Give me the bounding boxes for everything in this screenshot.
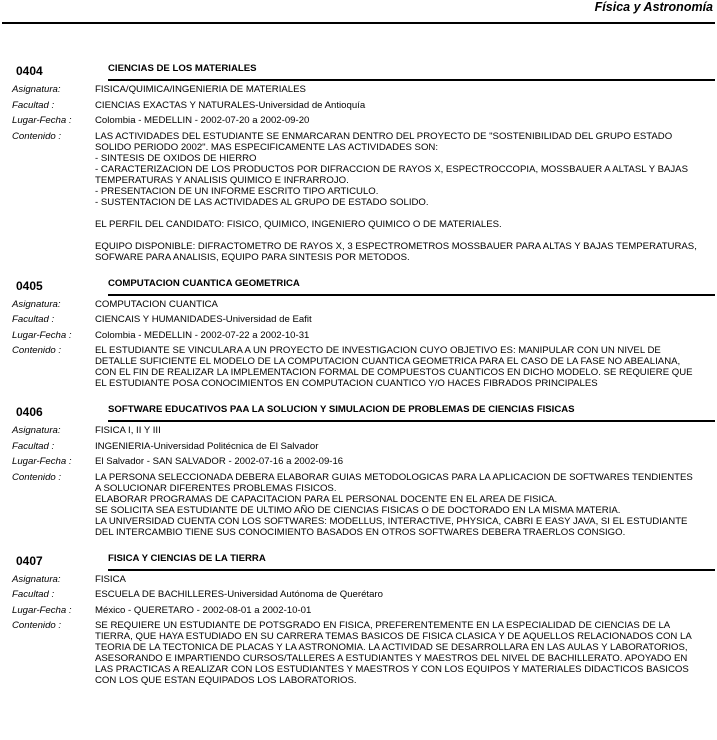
value-facultad: CIENCAIS Y HUMANIDADES-Universidad de Eafit [95,314,312,325]
entry-code: 0406 [16,405,43,419]
entry-0405 [0,275,717,390]
value-contenido: EL ESTUDIANTE SE VINCULARA A UN PROYECTO DE INVESTIGACION CUYO OBJETIVO ES: MANIPULAR CON UN NIVEL DE DETALLE SUFICIENTE EL MODELO DE LA COMPUTACION CUANTICA GEOMETRICA PARA EL CASO DE LA FASE NO ABEALIANA, CON EL FIN DE REALIZAR LA IMPLEMENTACION FORMAL DE COMPUESTOS CUANTICOS EN DICHO MODELO. SE REQUIERE QUE EL ESTUDIANTE POSA CONOCIMIENTOS EN COMPUTACION CUANTICO Y/O HACES FIBRADOS PRINCIPALES [95,345,693,389]
entry-0404 [0,60,717,263]
label-contenido: Contenido : [12,345,62,356]
value-lugar-fecha: Colombia - MEDELLIN - 2002-07-22 a 2002-10-31 [95,329,310,341]
value-asignatura: FISICA/QUIMICA/INGENIERIA DE MATERIALES [95,84,306,95]
label-lugar-fecha: Lugar-Fecha : [12,115,72,126]
page-title: Física y Astronomía [594,0,713,14]
entry-code: 0405 [16,278,43,293]
row-contenido [0,131,717,263]
row-facultad [0,100,717,116]
row-facultad [0,589,717,605]
label-facultad: Facultad : [12,440,55,452]
row-contenido [0,472,717,538]
value-asignatura: FISICA I, II Y III [95,425,161,436]
row-lugar-fecha [0,456,717,472]
entries-list [0,60,717,698]
entry-code: 0407 [16,553,43,568]
entry-rule [108,569,715,571]
entry-0407 [0,550,717,687]
row-lugar-fecha [0,330,717,346]
entry-title: COMPUTACION CUANTICA GEOMETRICA [108,277,300,289]
row-facultad [0,314,717,330]
entry-rule [108,294,715,296]
entry-header [0,401,717,425]
value-lugar-fecha: El Salvador - SAN SALVADOR - 2002-07-16 a 2002-09-16 [95,456,344,467]
row-contenido [0,345,717,389]
label-lugar-fecha: Lugar-Fecha : [12,329,72,341]
entry-rule [108,420,715,422]
value-contenido: LAS ACTIVIDADES DEL ESTUDIANTE SE ENMARCARAN DENTRO DEL PROYECTO DE "SOSTENIBILIDAD DEL GRUPO ESTADO SOLIDO PERIODO 2002". MAS ESPECIFICAMENTE LAS ACTIVIDADES SON: - SINTESIS DE OXIDOS DE HIERRO - CARACTERIZACION DE LOS PRODUCTOS POR DIFRACCION DE RAYOS X, ESPECTROCCOPIA, MOSSBAUER A ALTASL Y BAJAS TEMPERATURAS Y ANALISIS QUIMICO E INFRARROJO. - PRESENTACION DE UN INFORME ESCRITO TIPO ARTICULO. - SUSTENTACION DE LAS ACTIVIDADES AL GRUPO DE ESTADO SOLIDO. EL PERFIL DEL CANDIDATO: FISICO, QUIMICO, INGENIERO QUIMICO O DE MATERIALES. EQUIPO DISPONIBLE: DIFRACTOMETRO DE RAYOS X, 3 ESPECTROMETROS MOSSBAUER PARA ALTAS Y BAJAS TEMPERATURAS, SOFWARE PARA ANALISIS, EQUIPO PARA SINTESIS POR METODOS. [95,130,697,263]
entry-title: CIENCIAS DE LOS MATERIALES [108,63,257,74]
label-contenido: Contenido : [12,130,62,142]
label-facultad: Facultad : [12,314,55,325]
label-asignatura: Asignatura: [12,84,61,95]
row-asignatura [0,574,717,590]
entry-header [0,60,717,84]
label-asignatura: Asignatura: [12,298,61,310]
label-asignatura: Asignatura: [12,425,61,436]
page-header [0,0,717,24]
label-contenido: Contenido : [12,620,62,631]
value-facultad: INGENIERIA-Universidad Politécnica de El Salvador [95,440,319,452]
value-asignatura: COMPUTACION CUANTICA [95,298,218,310]
label-facultad: Facultad : [12,99,55,111]
row-asignatura [0,84,717,100]
value-contenido: SE REQUIERE UN ESTUDIANTE DE POTSGRADO EN FISICA, PREFERENTEMENTE EN LA ESPECIALIDAD DE CIENCIAS DE LA TIERRA, QUE HAYA ESTUDIADO EN SU CARRERA TEMAS BASICOS DE FISICA CLASICA Y DE AQUELLOS RELACIONADOS CON LA TEORIA DE LA TECTONICA DE PLACAS Y LA ASTRONOMIA. LA ACTIVIDAD SE DESARROLLARA EN LAS AULAS Y LABORATORIOS, ASESORANDO E IMPARTIENDO CURSOS/TALLERES A ESTUDIANTES Y MAESTROS DEL NIVEL DE BACHILLERATO. APOYADO EN LAS PRACTICAS A REALIZAR CON LOS ESTUDIANTES Y MAESTROS Y CON LOS EQUIPOS Y MATERIALES DIDACTICOS BASICOS CON LOS QUE ESTAN EQUIPADOS LOS LABORATORIOS. [95,620,692,686]
header-rule [2,22,715,24]
entry-0406 [0,401,717,538]
value-contenido: LA PERSONA SELECCIONADA DEBERA ELABORAR GUIAS METODOLOGICAS PARA LA APLICACION DE SOFTWARES TENDIENTES A SOLUCIONAR DIFERENTES PROBLEMAS FISICOS. ELABORAR PROGRAMAS DE CAPACITACION PARA EL PERSONAL DOCENTE EN EL AREA DE FISICA. SE SOLICITA SEA ESTUDIANTE DE ULTIMO AÑO DE CIENCIAS FISICAS O DE DOCTORADO EN LA MISMA MATERIA. LA UNIVERSIDAD CUENTA CON LOS SOFTWARES: MODELLUS, INTERACTIVE, PHYSICA, CABRI E EASY JAVA, SI EL ESTUDIANTE DEL INTERCAMBIO TIENE SUS CONOCIMIENTO BASADOS EN OTROS SOFTWARES DEBERA TRAERLOS CONSIGO. [95,471,693,538]
label-facultad: Facultad : [12,589,55,600]
entry-header [0,550,717,574]
label-lugar-fecha: Lugar-Fecha : [12,604,72,616]
entry-title: SOFTWARE EDUCATIVOS PAA LA SOLUCION Y SIMULACION DE PROBLEMAS DE CIENCIAS FISICAS [108,404,575,415]
row-asignatura [0,425,717,441]
label-contenido: Contenido : [12,471,62,483]
entry-header [0,275,717,299]
value-facultad: CIENCIAS EXACTAS Y NATURALES-Universidad de Antioquía [95,99,366,111]
row-lugar-fecha [0,115,717,131]
label-lugar-fecha: Lugar-Fecha : [12,456,72,467]
value-lugar-fecha: México - QUERETARO - 2002-08-01 a 2002-10-01 [95,604,312,616]
value-lugar-fecha: Colombia - MEDELLIN - 2002-07-20 a 2002-09-20 [95,115,310,126]
label-asignatura: Asignatura: [12,573,61,585]
row-contenido [0,620,717,686]
value-facultad: ESCUELA DE BACHILLERES-Universidad Autónoma de Querétaro [95,589,383,600]
row-lugar-fecha [0,605,717,621]
row-asignatura [0,299,717,315]
row-facultad [0,441,717,457]
value-asignatura: FISICA [95,573,126,585]
entry-rule [108,79,715,81]
entry-title: FISICA Y CIENCIAS DE LA TIERRA [108,552,266,564]
entry-code: 0404 [16,64,43,78]
